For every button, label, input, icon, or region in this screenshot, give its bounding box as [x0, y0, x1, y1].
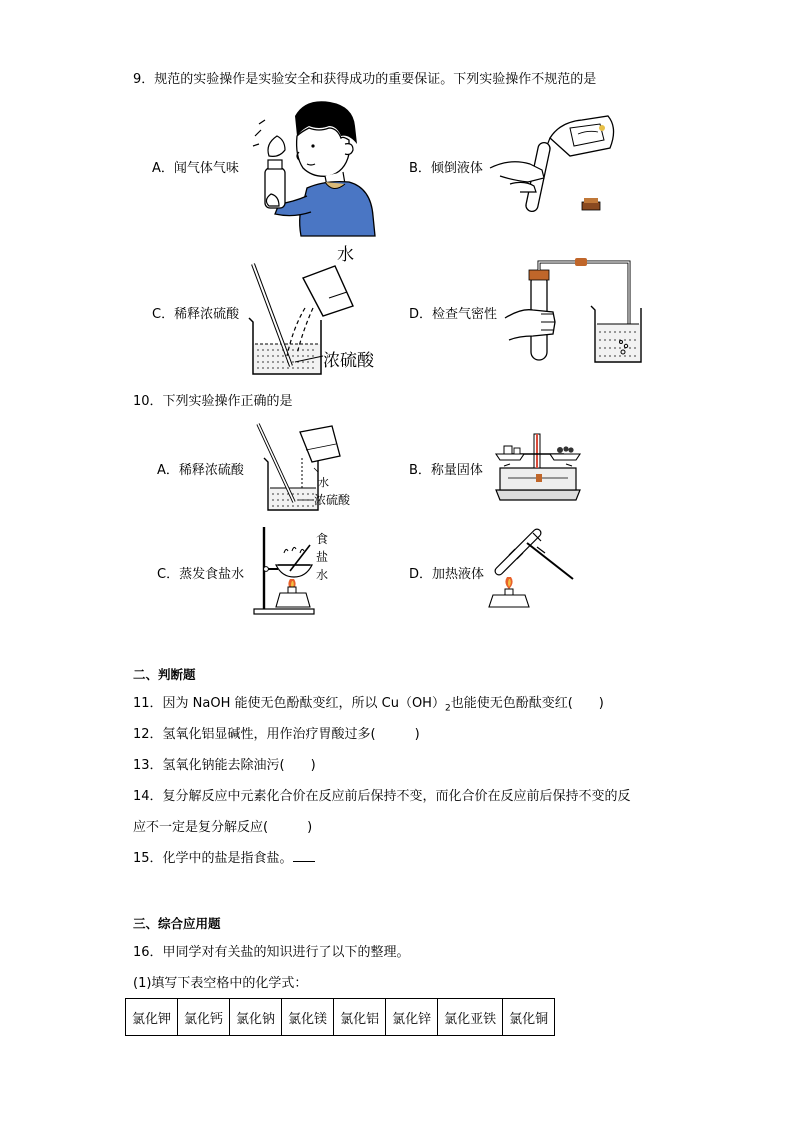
- q15-answer-blank[interactable]: [293, 851, 315, 862]
- q11-text-pre: 11．因为 NaOH 能使无色酚酞变红，所以 Cu（OH）: [133, 696, 445, 711]
- q9-water-label: 水: [337, 245, 354, 265]
- q15: [133, 847, 315, 866]
- section2-title: 二、判断题: [133, 667, 196, 682]
- q9-option-d[interactable]: D．检查气密性: [409, 307, 498, 322]
- q11-subscript: 2: [444, 703, 451, 714]
- salt-table: [125, 998, 555, 1036]
- q10-water-label: 水: [318, 476, 329, 489]
- q10-acid-label: 浓硫酸: [314, 493, 351, 507]
- table-cell: 氯化铜: [503, 999, 555, 1036]
- q11: [133, 692, 604, 714]
- q14-line2: 应不一定是复分解反应( ): [133, 820, 313, 835]
- heating-liquid-illustration: [485, 527, 577, 612]
- q16: 16．甲同学对有关盐的知识进行了以下的整理。: [133, 945, 410, 960]
- q16-part1: (1)填写下表空格中的化学式：: [133, 976, 308, 991]
- table-row: [126, 999, 555, 1036]
- table-cell: 氯化铝: [334, 999, 386, 1036]
- table-cell: 氯化钙: [178, 999, 230, 1036]
- table-cell: 氯化钾: [126, 999, 178, 1036]
- q10-salt-label-2: 盐: [316, 550, 329, 564]
- evaporation-illustration: [250, 523, 330, 618]
- diluting-acid-illustration: [243, 238, 393, 378]
- table-cell: 氯化锌: [386, 999, 438, 1036]
- balance-weighing-illustration: [490, 428, 586, 506]
- q10-option-a[interactable]: A．稀释浓硫酸: [157, 463, 244, 478]
- airtightness-check-illustration: [505, 252, 650, 370]
- q10-option-c[interactable]: C．蒸发食盐水: [157, 567, 245, 582]
- q10-salt-label-3: 水: [316, 568, 329, 582]
- table-cell: 氯化钠: [230, 999, 282, 1036]
- q13: 13．氢氧化钠能去除油污( ): [133, 758, 316, 773]
- section3-title: 三、综合应用题: [133, 916, 221, 931]
- q14-line1: 14．复分解反应中元素化合价在反应前后保持不变，而化合价在反应前后保持不变的反: [133, 789, 631, 804]
- q9-acid-label: 浓硫酸: [323, 351, 374, 371]
- q10-option-d[interactable]: D．加热液体: [409, 567, 485, 582]
- q11-text-post: 也能使无色酚酞变红( ): [450, 696, 604, 711]
- q12: 12．氢氧化铝显碱性，用作治疗胃酸过多( ): [133, 727, 420, 742]
- q15-text: 15．化学中的盐是指食盐。: [133, 851, 293, 866]
- boy-smelling-gas-illustration: [245, 96, 380, 241]
- pouring-liquid-illustration: [490, 98, 620, 223]
- table-cell: 氯化镁: [282, 999, 334, 1036]
- q10-option-b[interactable]: B．称量固体: [409, 463, 483, 478]
- q9-stem: 9．规范的实验操作是实验安全和获得成功的重要保证。下列实验操作不规范的是: [133, 72, 597, 87]
- q10-salt-label-1: 食: [316, 532, 329, 546]
- q9-option-b[interactable]: B．倾倒液体: [409, 161, 483, 176]
- table-cell: 氯化亚铁: [438, 999, 503, 1036]
- q9-option-c[interactable]: C．稀释浓硫酸: [152, 307, 240, 322]
- q9-option-a[interactable]: A．闻气体气味: [152, 161, 239, 176]
- q10-stem: 10．下列实验操作正确的是: [133, 394, 293, 409]
- q10-diluting-acid-illustration: [252, 422, 362, 514]
